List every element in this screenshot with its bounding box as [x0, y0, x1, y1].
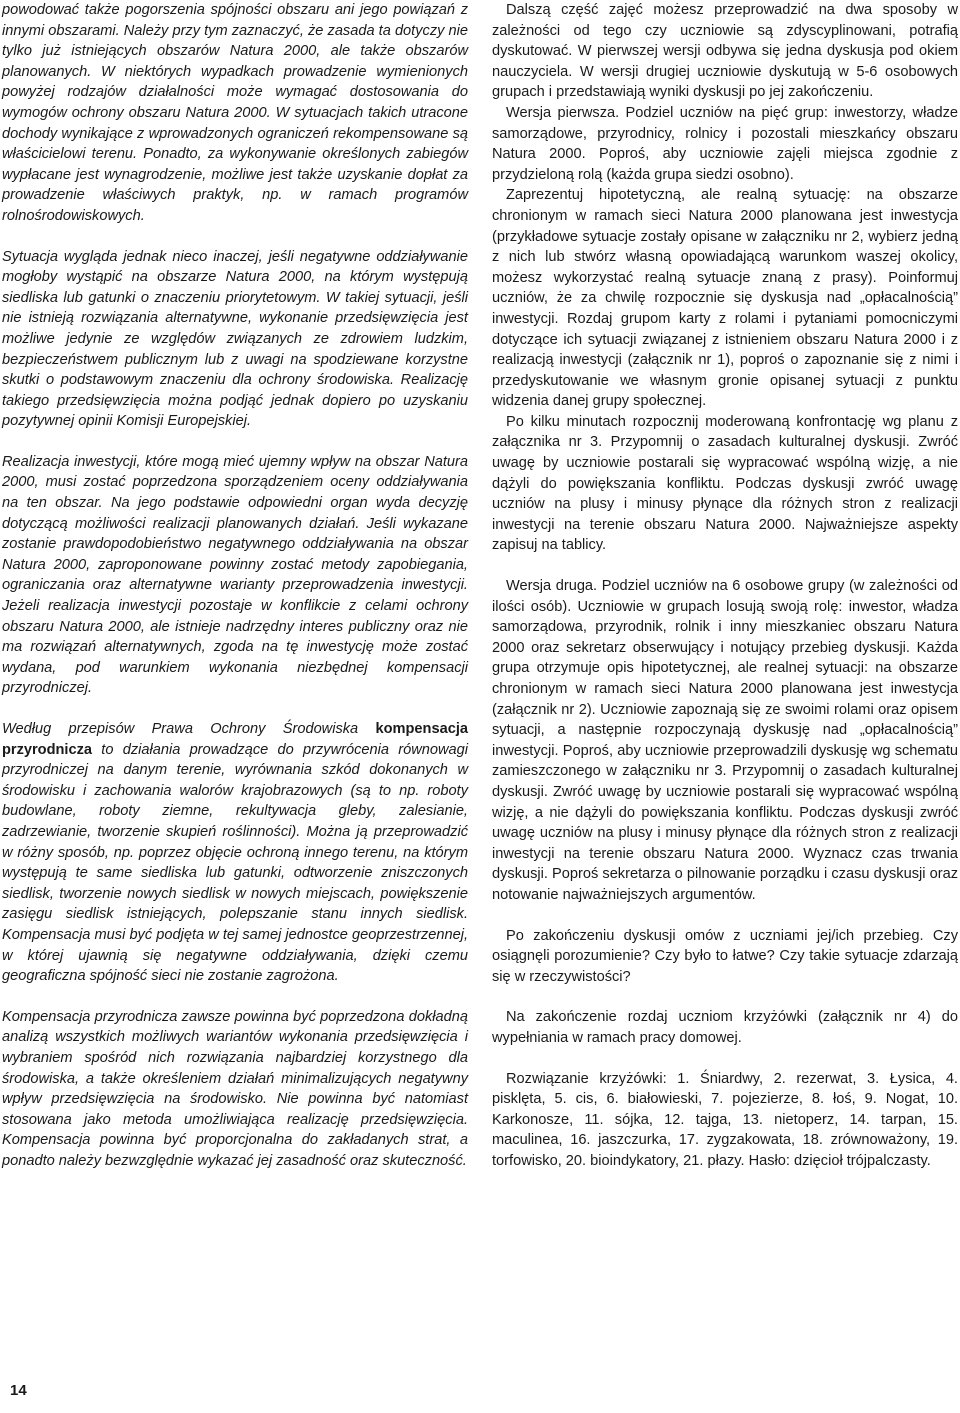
paragraph-discussion-summary: Po zakończeniu dyskusji omów z uczniami jej/ich przebieg. Czy osiągnęli porozumienie? Czy było to łatwe? Czy takie sytuacje zdarzają się w rzeczywistości? [492, 927, 958, 985]
definition-term: kompensacja przyrodnicza [2, 721, 468, 758]
paragraph-compensation-definition [2, 719, 468, 987]
paragraph-crossword-solution: Rozwiązanie krzyżówki: 1. Śniardwy, 2. rezerwat, 3. Łysica, 4. pisklęta, 5. cis, 6. białowieski, 7. pojezierze, 8. łoś, 9. Nogat, 10. Karkonosze, 11. sójka, 12. tajga, 13. nietoperz, 14. tarpan, 15. maculinea, 16. jaszczurka, 17. zygzakowata, 18. zrównoważony, 19. torfowisko, 20. bioindykatory, 21. płazy. Hasło: dzięcioł trójpalczasty. [492, 1070, 958, 1169]
paragraph-compensation-analysis: Kompensacja przyrodnicza zawsze powinna być poprzedzona dokładną analizą wszystkich możliwych wariantów wykonania przedsięwzięcia i wybraniem spośród nich rozwiązania najbardziej korzystnego dla środowiska, a także określeniem działań minimalizujących negatywny wpływ przedsięwzięcia na środowisko. Nie powinna być natomiast stosowana jako metoda umożliwiająca realizację przedsięwzięcia. Kompensacja powinna być proporcjonalna do zakładanych strat, a ponadto należy bezwzględnie wykazać jej zasadność oraz skuteczność. [2, 1008, 468, 1169]
paragraph-impact-assessment: Realizacja inwestycji, które mogą mieć ujemny wpływ na obszar Natura 2000, musi zostać poprzedzona sporządzeniem oceny oddziaływania na ten obszar. Na jego podstawie odpowiedni organ wyda decyzję dotyczącą możliwości realizacji planowanych działań. Jeśli wykazane zostanie prawdopodobieństwo negatywnego oddziaływania na obszar Natura 2000, zaproponowane powinny zostać metody zapobiegania, ograniczania oraz alternatywne warianty przeprowadzenia inwestycji. Jeżeli realizacja inwestycji pozostaje w konflikcie z celami ochrony obszaru Natura 2000, ale istnieje nadrzędny interes publiczny oraz nie ma rozwiązań alternatywnych, zgoda na tę inwestycję może zostać wydana, pod warunkiem wykonania niezbędnej kompensacji przyrodniczej. [2, 453, 468, 697]
paragraph-version-two: Wersja druga. Podziel uczniów na 6 osobowe grupy (w zależności od ilości osób). Uczniowie w grupach losują swoją rolę: inwestor, władza samorządowa, przyrodnik, rolnik i inny mieszkaniec obszaru Natura 2000 oraz sekretarz obserwujący i notujący przebieg dyskusji. Każda grupa otrzymuje opis hipotetycznej, ale realnej sytuacji: na obszarze chronionym w ramach sieci Natura 2000 planowana jest inwestycja (załącznik nr 2). Uczniowie zapoznają się ze swoimi rolami oraz opisem sytuacji, a następnie rozpoczynają dyskusję nad „opłacalnością” inwestycji. Poproś, aby uczniowie przeprowadzili dyskusję wg schematu zamieszczonego w załączniku nr 3. Przypomnij o zasadach kulturalnej dyskusji. Zwróć uwagę by uczniowie postarali się wypracować wspólną wizję, a nie dążyli do powiększania konfliktu. Podczas dyskusji zwróć uwagę uczniów na plusy i minusy płynące dla różnych stron z realizacji inwestycji na terenie obszaru Natura 2000. Wyznacz czas trwania dyskusji. Poproś sekretarza o pilnowanie porządku i czasu dyskusji oraz notowanie najważniejszych argumentów. [492, 578, 958, 903]
page-number: 14 [10, 1382, 27, 1399]
definition-body: to działania prowadzące do przywrócenia równowagi przyrodniczej na danym terenie, wyrównania szkód dokonanych w środowisku i zachowania walorów krajobrazowych (są to np. roboty budowlane, roboty ziemne, rekultywacja gleby, zalesianie, zadrzewianie, tworzenie skupień roślinności). Można ją przeprowadzić w różny sposób, np. poprzez objęcie ochroną innego terenu, na którym występują te same siedliska lub gatunki, odtworzenie zniszczonych siedlisk, tworzenie nowych siedlisk w nowych miejscach, powiększenie zasięgu siedlisk istniejących, polepszanie stanu innych siedlisk. Kompensacja musi być podjęta w tej samej jednostce geoprzestrzennej, w której ujawnią się negatywne oddziaływania, dzięki czemu geograficzna spójność sieci nie zostanie zagrożona. [2, 741, 468, 985]
paragraph-hypothetical-situation: Zaprezentuj hipotetyczną, ale realną sytuację: na obszarze chronionym w ramach sieci Natura 2000 planowana jest inwestycja (przykładowe sytuacje zostały opisane w załączniku nr 2, wybierz jedną z nich lub stwórz własną opowiadającą warunkom waszej okolicy, możesz wykorzystać realną sytuacje znaną z prasy). Poinformuj uczniów, że za chwilę rozpocznie się dyskusja nad „opłacalnością” inwestycji. Rozdaj grupom karty z rolami i pytaniami pomocniczymi dotyczące ich sytuacji związanej z istnieniem obszaru Natura 2000 i z realizacją inwestycji (załącznik nr 1), poproś o zapoznanie się z nimi i przedyskutowanie we własnym gronie opisanej sytuacji z punktu widzenia danej grupy społecznej. [492, 187, 958, 410]
paragraph-version-one: Wersja pierwsza. Podziel uczniów na pięć grup: inwestorzy, władze samorządowe, przyrodnicy, rolnicy i pozostali mieszkańcy obszaru Natura 2000. Poproś, aby uczniowie zajęli miejsca zgodnie z przydzieloną rolą (każda grupa siedzi osobno). [492, 104, 958, 183]
paragraph-moderated-confrontation: Po kilku minutach rozpocznij moderowaną konfrontację wg planu z załącznika nr 3. Przypomnij o zasadach kulturalnej dyskusji. Zwróć uwagę by uczniowie postarali się wypracować wspólną wizję, a nie dążyli do powiększania konfliktu. Podczas dyskusji zwróć uwagę uczniów na plusy i minusy płynące dla różnych stron z realizacji inwestycji na terenie obszaru Natura 2000. Najważniejsze aspekty zapisuj na tablicy. [492, 413, 958, 554]
paragraph-priority-habitats: Sytuacja wygląda jednak nieco inaczej, jeśli negatywne oddziaływanie mogłoby wystąpić na obszarze Natura 2000, na którym występują siedliska lub gatunki o znaczeniu priorytetowym. W takiej sytuacji, jeśli nie istnieją rozwiązania alternatywne, wykonanie przedsięwzięcia jest możliwe jedynie ze względów związanych ze zdrowiem ludzkim, bezpieczeństwem publicznym lub z uwagi na spodziewane korzystne skutki o podstawowym znaczeniu dla ochrony środowiska. Realizację takiego przedsięwzięcia można podjąć jednak dopiero po uzyskaniu pozytywnej opinii Komisji Europejskiej. [2, 248, 468, 430]
paragraph-lesson-options: Dalszą część zajęć możesz przeprowadzić na dwa sposoby w zależności od tego czy uczniowie są zdyscyplinowani, potrafią dyskutować. W pierwszej wersji odbywa się jedna dyskusja pod okiem nauczyciela. W wersji drugiej uczniowie dyskutują w 5-6 osobowych grupach i przedstawiają wyniki dyskusji po jej zakończeniu. [492, 2, 958, 101]
right-column [492, 0, 958, 1171]
left-column [2, 0, 468, 1171]
paragraph-natura-obligations: powodować także pogorszenia spójności obszaru ani jego powiązań z innymi obszarami. Należy przy tym zaznaczyć, że zasada ta dotyczy nie tylko już istniejących obszarów Natura 2000, ale także obszarów planowanych. W niektórych wypadkach prowadzenie wymienionych powyżej rodzajów działalności może wymagać dostosowania do wymogów ochrony obszaru Natura 2000. W sytuacjach takich utracone dochody wynikające z wprowadzonych ograniczeń rekompensowane są właścicielowi terenu. Ponadto, za wykonywanie określonych zabiegów wypłacane jest wynagrodzenie, możliwe jest także uzyskanie dopłat za prowadzenie właściwych praktyk, np. w ramach programów rolnośrodowiskowych. [2, 2, 468, 224]
paragraph-crossword-homework: Na zakończenie rozdaj uczniom krzyżówki (załącznik nr 4) do wypełniania w ramach pracy domowej. [492, 1009, 958, 1046]
definition-intro: Według przepisów Prawa Ochrony Środowiska [2, 721, 359, 737]
